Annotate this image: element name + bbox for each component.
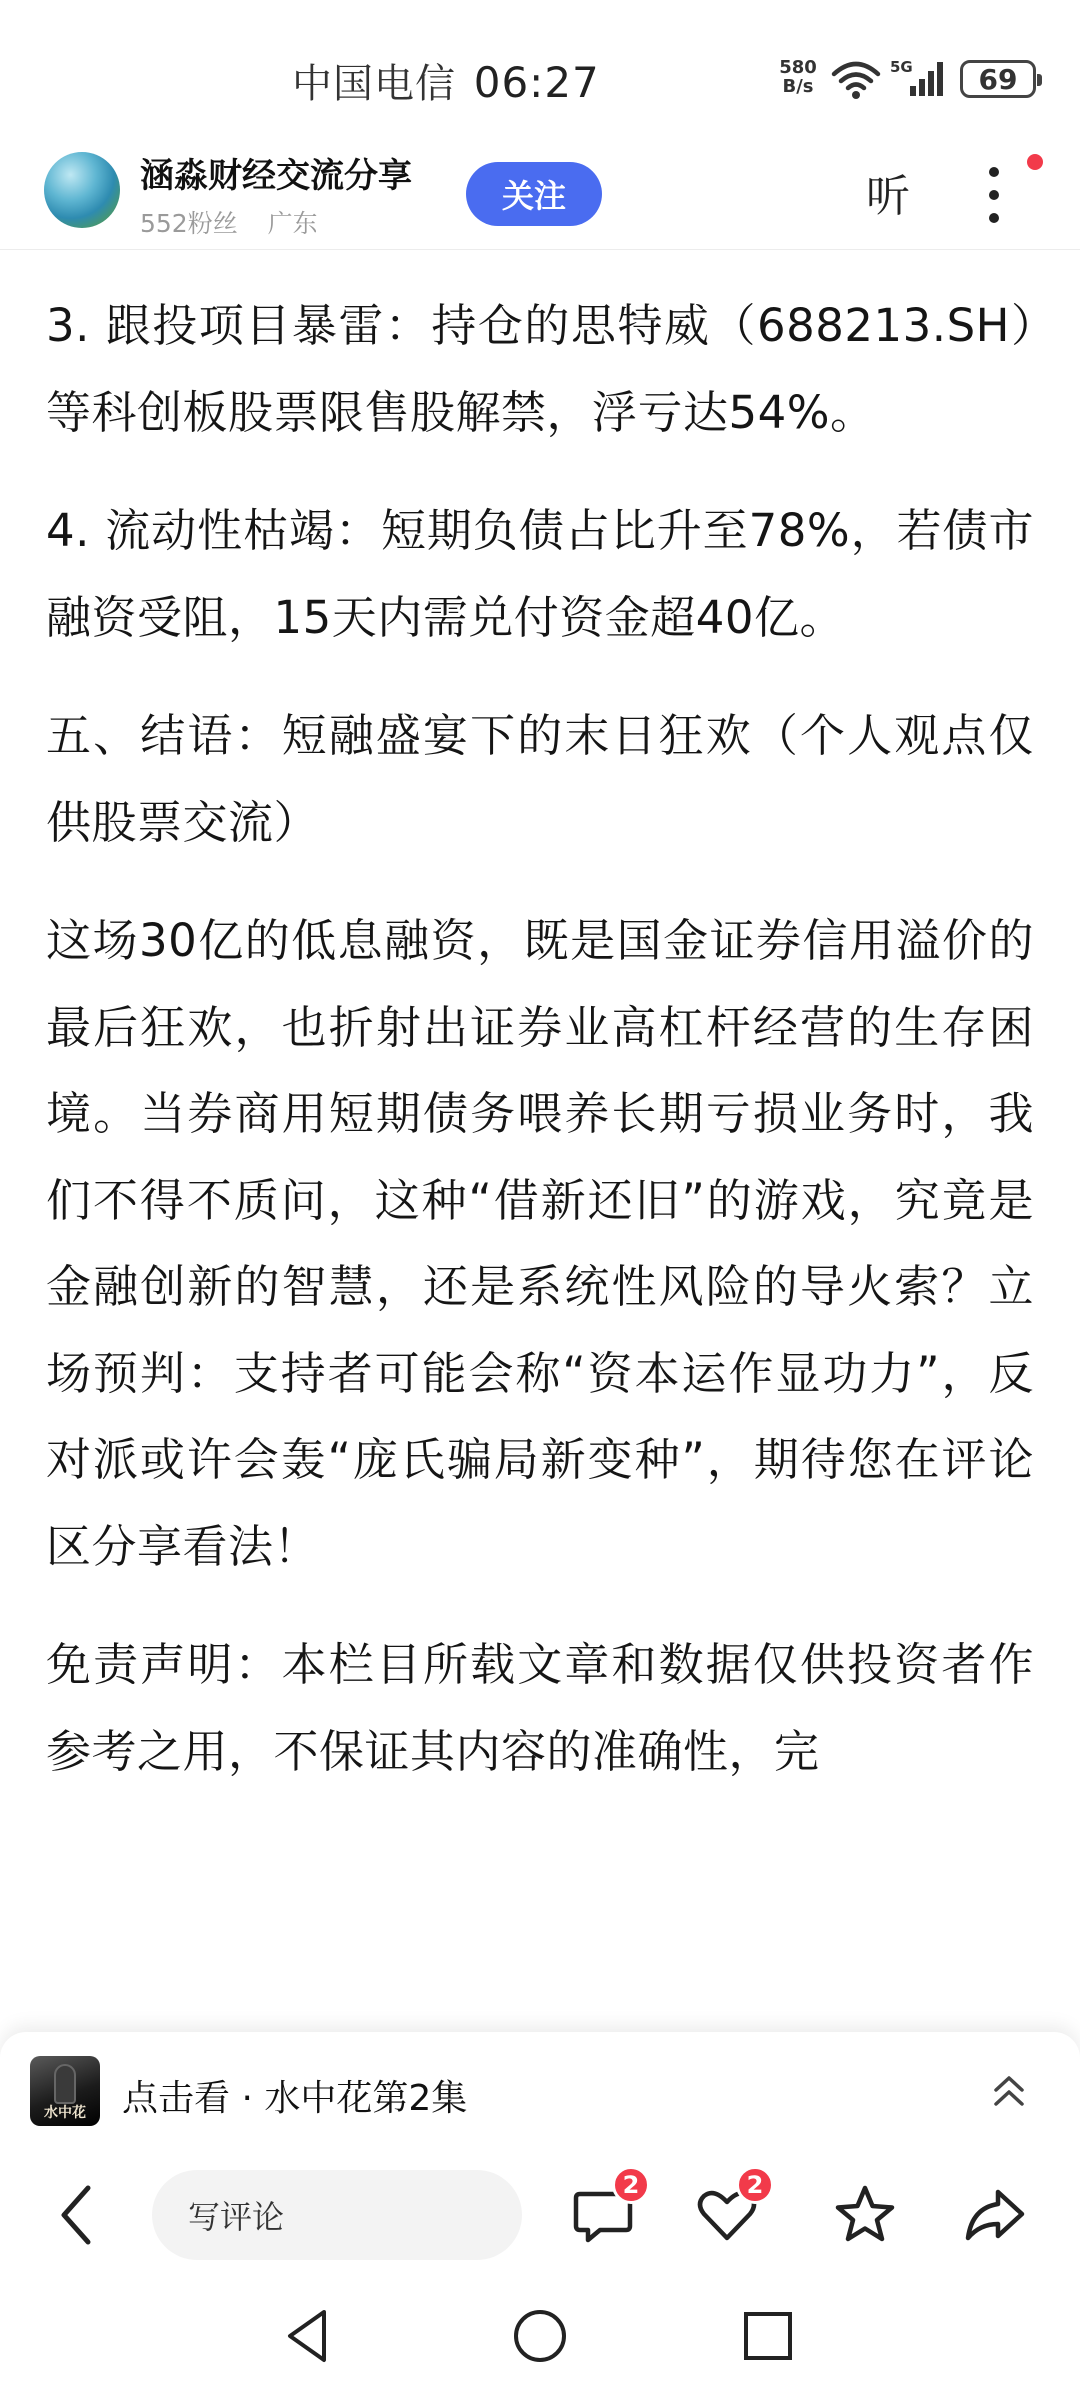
wifi-icon (830, 60, 882, 100)
favorite-button[interactable] (832, 2182, 898, 2248)
article-paragraph: 五、结语：短融盛宴下的末日狂欢（个人观点仅供股票交流） (46, 709, 1034, 849)
nav-back-icon[interactable] (278, 2304, 342, 2368)
author-avatar[interactable] (44, 152, 120, 228)
clock: 06:27 (473, 58, 600, 107)
notification-dot (1027, 154, 1043, 170)
article-paragraph: 免责声明：本栏目所载文章和数据仅供投资者作参考之用，不保证其内容的准确性，完 (46, 1638, 1034, 1778)
article-header (0, 130, 1080, 250)
article-paragraph: 4. 流动性枯竭：短期负债占比升至78%，若债市融资受阻，15天内需兑付资金超40亿。 (46, 504, 1034, 644)
share-button[interactable] (962, 2182, 1028, 2248)
signal-icon (890, 58, 948, 98)
listen-button[interactable]: 听 (866, 171, 910, 222)
star-icon (832, 2182, 898, 2248)
net-speed (776, 58, 820, 96)
article-body (46, 250, 1034, 2032)
carrier-name: 中国电信 (292, 61, 456, 107)
comment-button[interactable] (570, 2171, 640, 2248)
thumbnail-title: 水中花 (44, 2105, 86, 2121)
thumbnail-figure (54, 2064, 76, 2104)
status-bar (0, 0, 1080, 130)
author-meta (140, 204, 318, 240)
share-arrow-icon (962, 2182, 1028, 2248)
battery-level: 69 (978, 62, 1018, 96)
net-speed-unit: B/s (782, 76, 814, 97)
article-paragraph: 这场30亿的低息融资，既是国金证券信用溢价的最后狂欢，也折射出证券业高杠杆经营的生存困境。当券商用短期债务喂养长期亏损业务时，我们不得不质问，这种“借新还旧”的游戏，究竟是金融创新的智慧，还是系统性风险的导火索？立场预判：支持者可能会称“资本运作显功力”，反对派或许会轰“庞氏骗局新变种”，期待您在评论区分享看法！ (46, 914, 1034, 1573)
more-options-icon[interactable] (968, 160, 1020, 230)
follow-button[interactable]: 关注 (466, 162, 602, 226)
comment-input[interactable]: 写评论 (152, 2170, 522, 2260)
system-navigation-bar (0, 2276, 1080, 2400)
battery-indicator (960, 60, 1036, 98)
bottom-action-bar (0, 2154, 1080, 2276)
author-location: 广东 (267, 209, 318, 238)
nav-home-icon[interactable] (508, 2304, 572, 2368)
like-button[interactable] (694, 2171, 764, 2248)
comment-count-badge: 2 (612, 2166, 650, 2204)
follower-count: 552粉丝 (140, 209, 238, 238)
nav-recents-icon[interactable] (736, 2304, 800, 2368)
chevron-up-icon[interactable] (986, 2070, 1032, 2116)
article-paragraph: 3. 跟投项目暴雷：持仓的思特威（688213.SH）等科创板股票限售股解禁，浮亏达54%。 (46, 299, 1034, 439)
video-thumbnail[interactable] (30, 2056, 100, 2126)
carrier-time (292, 52, 600, 109)
mini-player[interactable] (0, 2032, 1080, 2154)
network-type: 5G (890, 58, 913, 76)
mini-player-title[interactable]: 点击看 · 水中花第2集 (122, 2078, 468, 2119)
net-speed-value: 580 (779, 57, 817, 78)
back-arrow-icon[interactable] (52, 2180, 102, 2250)
like-count-badge: 2 (736, 2166, 774, 2204)
author-name[interactable]: 涵淼财经交流分享 (140, 156, 412, 196)
